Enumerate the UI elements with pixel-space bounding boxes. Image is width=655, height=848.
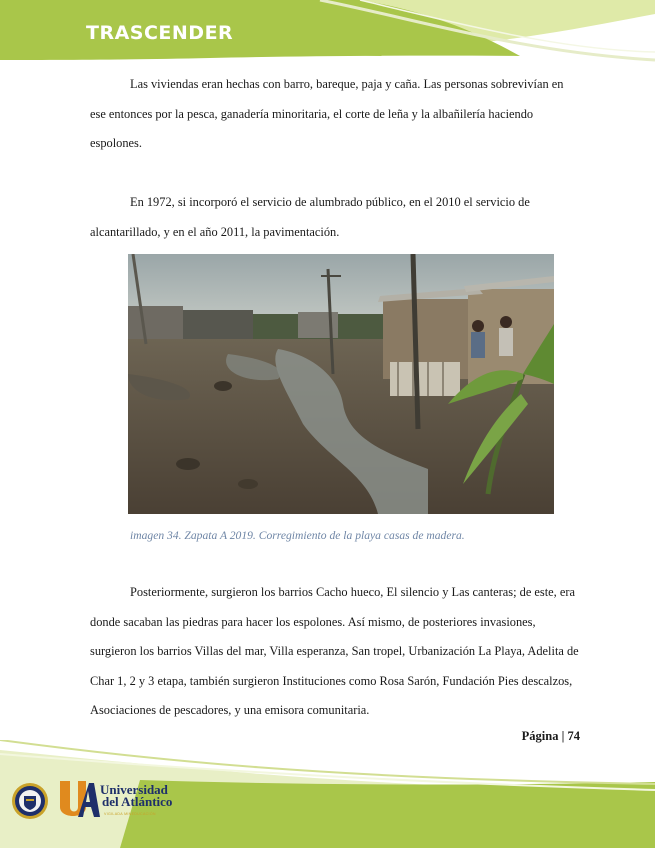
university-name-line1: Universidad	[100, 782, 168, 797]
paragraph-1	[90, 70, 582, 159]
paragraph-1-text: Las viviendas eran hechas con barro, bareque, paja y caña. Las personas sobrevivían en ese entonces por la pesca, ganadería minoritaria, el corte de leña y la albañilería haciendo espolones.	[90, 77, 564, 150]
page-number: Página | 74	[521, 729, 580, 743]
figure-caption: imagen 34. Zapata A 2019. Corregimiento de la playa casas de madera.	[130, 529, 465, 542]
paragraph-3	[90, 578, 582, 726]
street-photo-illustration	[128, 254, 554, 514]
university-motto: VIGILADA MINEDUCACIÓN	[104, 812, 156, 816]
paragraph-2-text: En 1972, si incorporó el servicio de alumbrado público, en el 2010 el servicio de alcantarillado, y en el año 2011, la pavimentación.	[90, 195, 530, 239]
university-seal-icon	[11, 782, 49, 820]
university-name	[100, 784, 172, 808]
paragraph-2	[90, 188, 582, 247]
ua-logo-icon	[56, 777, 100, 821]
paragraph-3-text: Posteriormente, surgieron los barrios Cacho hueco, El silencio y Las canteras; de este, era donde sacaban las piedras para hacer los espolones. Así mismo, de posteriores invasiones, surgieron los barrios Villas del mar, Villa esperanza, San tropel, Urbanización La Playa, Adelita de Char 1, 2 y 3 etapa, también surgieron Instituciones como Rosa Sarón, Fundación Pies descalzos, Asociaciones de pescadores, y una emisora comunitaria.	[90, 585, 579, 717]
header-title: TRASCENDER	[86, 22, 234, 44]
street-photo	[128, 254, 554, 514]
university-name-line2: del Atlántico	[102, 794, 173, 809]
